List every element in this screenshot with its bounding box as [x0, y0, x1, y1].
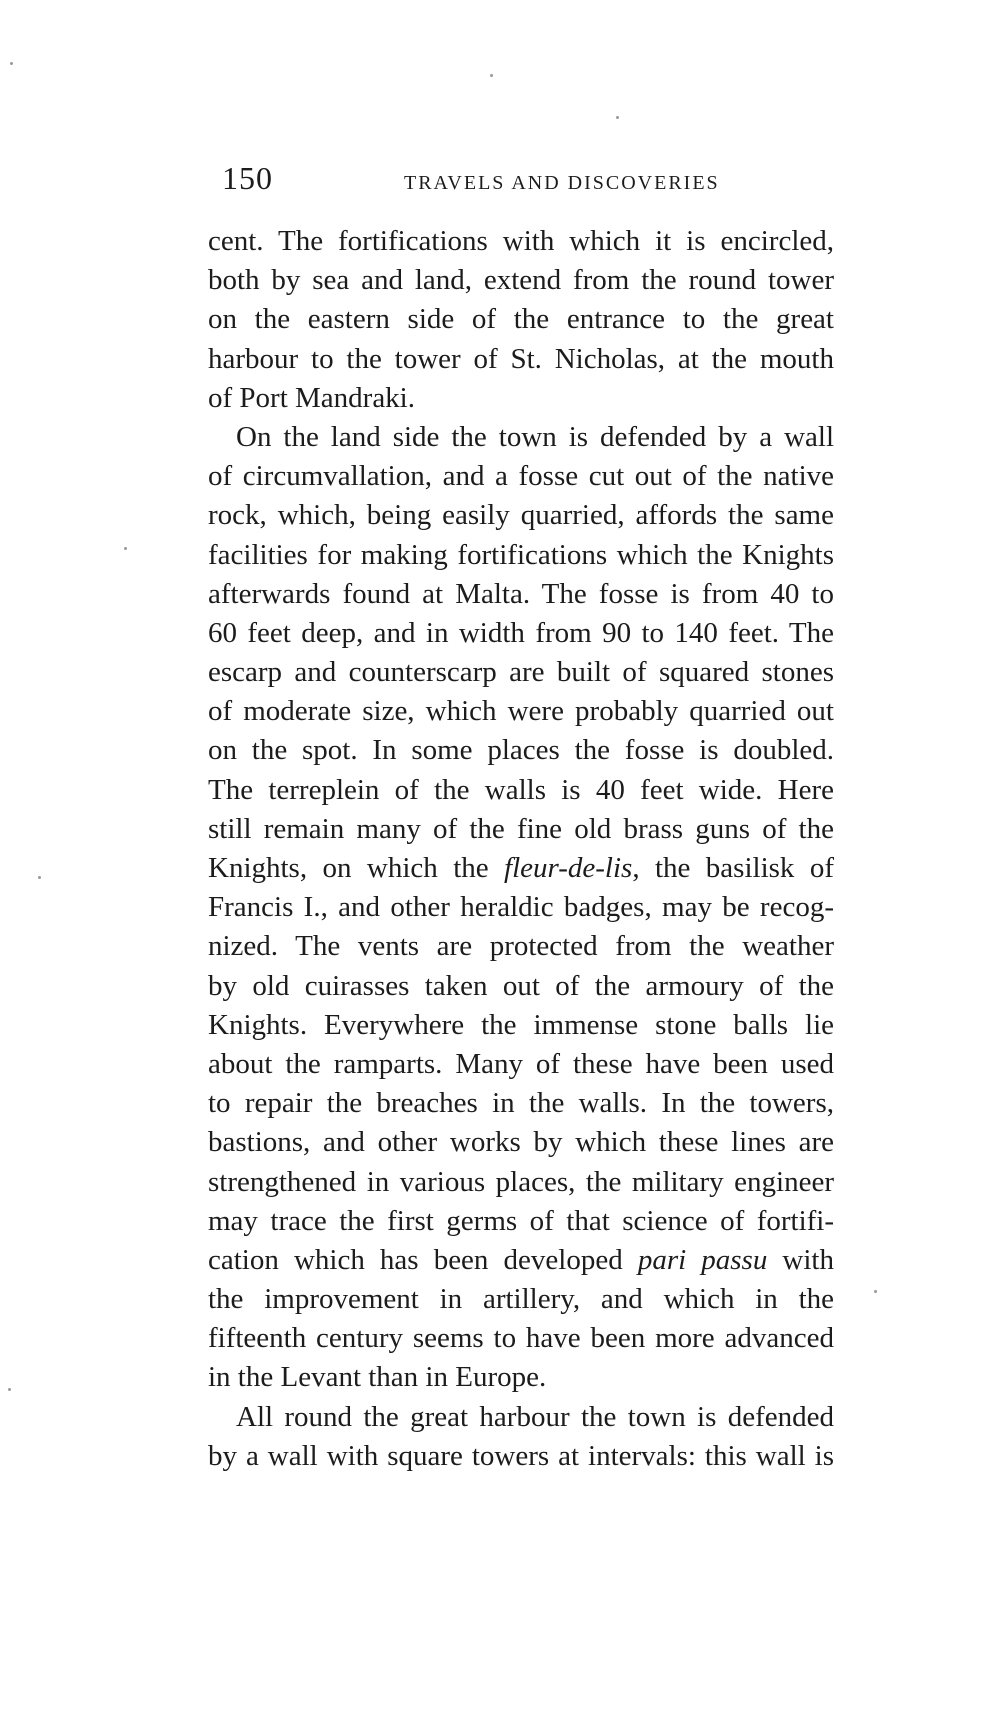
text-line: the improvement in artillery, and which in the — [208, 1283, 834, 1316]
text-line: cation which has been developed pari passu with — [208, 1243, 834, 1276]
text-line: to repair the breaches in the walls. In the towers, — [208, 1087, 834, 1120]
scan-speck — [874, 1290, 877, 1293]
scan-speck — [38, 876, 41, 879]
text-line: cent. The fortifications with which it is encircled, — [208, 225, 834, 257]
text-line: of moderate size, which were probably quarried out — [208, 695, 834, 728]
scan-speck — [616, 116, 619, 119]
text-line: both by sea and land, extend from the round tower — [208, 264, 834, 297]
text-line: harbour to the tower of St. Nicholas, at the mouth — [208, 342, 834, 375]
paragraph — [208, 1398, 834, 1476]
text-line: about the ramparts. Many of these have been used — [208, 1047, 834, 1080]
text-line: of Port Mandraki. — [208, 381, 415, 414]
text-line: may trace the first germs of that science of fortifi- — [208, 1204, 834, 1237]
text-line: Knights. Everywhere the immense stone balls lie — [208, 1008, 834, 1041]
text-line: On the land side the town is defended by a wall — [236, 420, 834, 453]
body-text — [208, 222, 834, 1476]
text-line: Francis I., and other heraldic badges, may be recog- — [208, 891, 834, 924]
text-line: 60 feet deep, and in width from 90 to 140 feet. The — [208, 616, 834, 649]
text-line: Knights, on which the fleur-de-lis, the basilisk of — [208, 852, 834, 884]
text-line: in the Levant than in Europe. — [208, 1361, 547, 1394]
scan-speck — [8, 1388, 11, 1391]
italic-term: pari passu — [637, 1243, 768, 1276]
text-line: still remain many of the fine old brass guns of the — [208, 812, 834, 845]
text-line: afterwards found at Malta. The fosse is from 40 to — [208, 577, 834, 610]
page-number: 150 — [222, 160, 273, 196]
italic-term: fleur-de-lis — [504, 852, 633, 884]
text-line: bastions, and other works by which these lines are — [208, 1126, 834, 1159]
text-line: by a wall with square towers at intervals: this wall is — [208, 1439, 834, 1472]
running-head: TRAVELS AND DISCOVERIES — [404, 172, 720, 194]
text-line: by old cuirasses taken out of the armoury of the — [208, 969, 834, 1002]
paragraph — [208, 222, 834, 418]
scan-speck — [10, 62, 13, 65]
paragraph — [208, 418, 834, 1398]
text-line: of circumvallation, and a fosse cut out of the native — [208, 460, 834, 493]
text-line: escarp and counterscarp are built of squared stones — [208, 656, 834, 689]
text-line: All round the great harbour the town is defended — [236, 1400, 834, 1433]
text-line: facilities for making fortifications which the Knights — [208, 538, 834, 571]
text-line: on the eastern side of the entrance to the great — [208, 303, 834, 336]
text-line: nized. The vents are protected from the weather — [208, 930, 834, 963]
page-header — [222, 160, 782, 200]
text-line: fifteenth century seems to have been more advanced — [208, 1322, 834, 1355]
text-line: The terreplein of the walls is 40 feet wide. Here — [208, 773, 834, 806]
text-line: rock, which, being easily quarried, affords the same — [208, 499, 834, 532]
scan-speck — [490, 74, 493, 77]
text-line: on the spot. In some places the fosse is doubled. — [208, 734, 834, 767]
scan-speck — [124, 547, 127, 550]
text-line: strengthened in various places, the military engineer — [208, 1165, 834, 1198]
